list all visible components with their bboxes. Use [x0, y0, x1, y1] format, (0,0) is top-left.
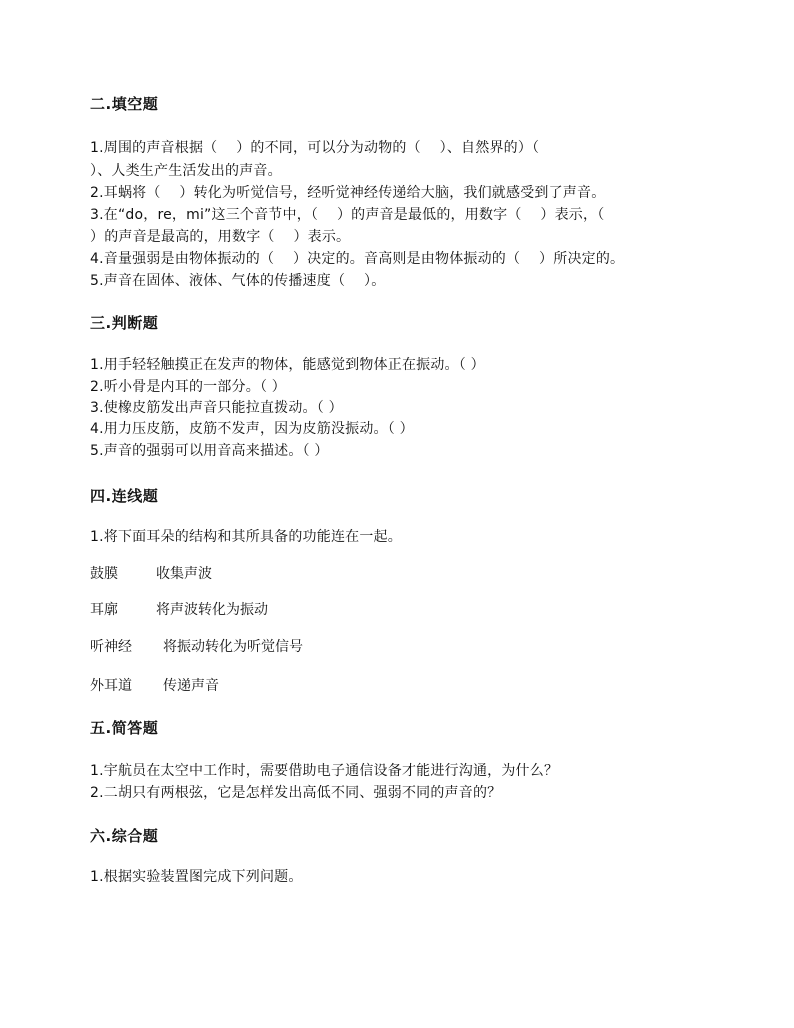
matching-function: 将振动转化为听觉信号	[163, 639, 303, 655]
question-line: 2.二胡只有两根弦，它是怎样发出高低不同、强弱不同的声音的？	[90, 785, 502, 801]
matching-term: 外耳道	[90, 678, 132, 694]
question-line: 1.宇航员在太空中工作时，需要借助电子通信设备才能进行沟通，为什么？	[90, 763, 559, 779]
question-line: 5.声音在固体、液体、气体的传播速度（ ）。	[90, 273, 386, 289]
section-heading-short-answer: 五.简答题	[90, 719, 159, 737]
section-heading-fill-blank: 二.填空题	[90, 95, 159, 113]
question-line: 4.用力压皮筋，皮筋不发声，因为皮筋没振动。（ ）	[90, 421, 414, 437]
question-line: 5.声音的强弱可以用音高来描述。（ ）	[90, 443, 329, 459]
question-line: 2.听小骨是内耳的一部分。（ ）	[90, 379, 287, 395]
question-line: ）的声音是最高的，用数字（ ）表示。	[90, 229, 351, 245]
matching-term: 鼓膜	[90, 566, 118, 582]
matching-pair	[90, 636, 303, 656]
matching-function: 收集声波	[156, 566, 212, 582]
question-line: 2.耳蜗将（ ）转化为听觉信号，经听觉神经传递给大脑，我们就感受到了声音。	[90, 185, 606, 201]
matching-pair	[90, 563, 212, 583]
matching-term: 听神经	[90, 639, 132, 655]
question-line: 4.音量强弱是由物体振动的（ ）决定的。音高则是由物体振动的（ ）所决定的。	[90, 251, 625, 267]
matching-term: 耳廓	[90, 602, 118, 618]
matching-pair	[90, 675, 219, 695]
question-line: 1.根据实验装置图完成下列问题。	[90, 869, 303, 885]
question-line: 3.使橡皮筋发出声音只能拉直拨动。（ ）	[90, 400, 343, 416]
matching-function: 传递声音	[163, 678, 219, 694]
matching-pair	[90, 599, 268, 619]
question-line: 1.周围的声音根据（ ）的不同，可以分为动物的（ ）、自然界的）（	[90, 140, 540, 156]
question-line: ）、人类生产生活发出的声音。	[90, 163, 282, 179]
section-heading-true-false: 三.判断题	[90, 314, 159, 332]
question-line: 3.在“do，re，mi”这三个音节中，（ ）的声音是最低的，用数字（ ）表示，（	[90, 207, 605, 223]
question-line: 1.用手轻轻触摸正在发声的物体，能感觉到物体正在振动。（ ）	[90, 357, 485, 373]
section-heading-comprehensive: 六.综合题	[90, 827, 159, 845]
matching-function: 将声波转化为振动	[156, 602, 268, 618]
question-line: 1.将下面耳朵的结构和其所具备的功能连在一起。	[90, 529, 402, 545]
section-heading-matching: 四.连线题	[90, 487, 159, 505]
